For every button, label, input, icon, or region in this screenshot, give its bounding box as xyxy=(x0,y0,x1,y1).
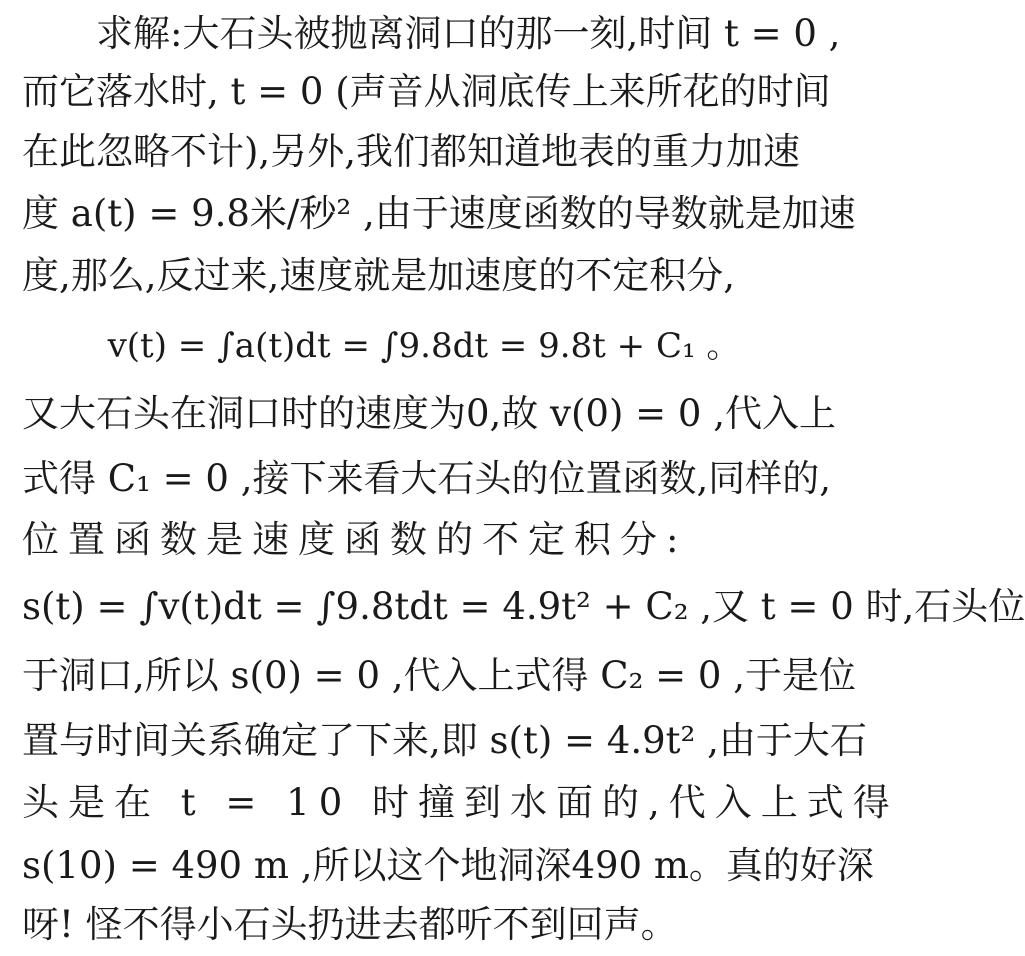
text-line-14: s(10) = 490 m ,所以这个地洞深490 m。真的好深 xyxy=(22,844,874,887)
text-line-3: 在此忽略不计),另外,我们都知道地表的重力加速 xyxy=(22,130,800,173)
text-line-7: 又大石头在洞口时的速度为0,故 v(0) = 0 ,代入上 xyxy=(22,392,836,435)
velocity-equation: v(t) = ∫a(t)dt = ∫9.8dt = 9.8t + C₁ 。 xyxy=(107,326,741,366)
text-line-11: 于洞口,所以 s(0) = 0 ,代入上式得 C₂ = 0 ,于是位 xyxy=(22,654,856,697)
text-line-1: 求解:大石头被抛离洞口的那一刻,时间 t = 0 , xyxy=(96,12,841,55)
text-line-5: 度,那么,反过来,速度就是加速度的不定积分, xyxy=(22,254,736,297)
text-line-12: 置与时间关系确定了下来,即 s(t) = 4.9t² ,由于大石 xyxy=(22,719,867,762)
text-line-8: 式得 C₁ = 0 ,接下来看大石头的位置函数,同样的, xyxy=(22,457,832,500)
text-line-15: 呀! 怪不得小石头扔进去都听不到回声。 xyxy=(22,903,678,946)
text-line-9: 位置函数是速度函数的不定积分: xyxy=(22,518,688,561)
text-line-2: 而它落水时, t = 0 (声音从洞底传上来所花的时间 xyxy=(22,70,831,113)
text-line-4: 度 a(t) = 9.8米/秒² ,由于速度函数的导数就是加速 xyxy=(22,192,856,235)
position-equation-line: s(t) = ∫v(t)dt = ∫9.8tdt = 4.9t² + C₂ ,又 t = 0 时,石头位 xyxy=(22,585,1025,628)
text-line-13: 头是在 t = 10 时撞到水面的,代入上式得 xyxy=(22,781,899,824)
